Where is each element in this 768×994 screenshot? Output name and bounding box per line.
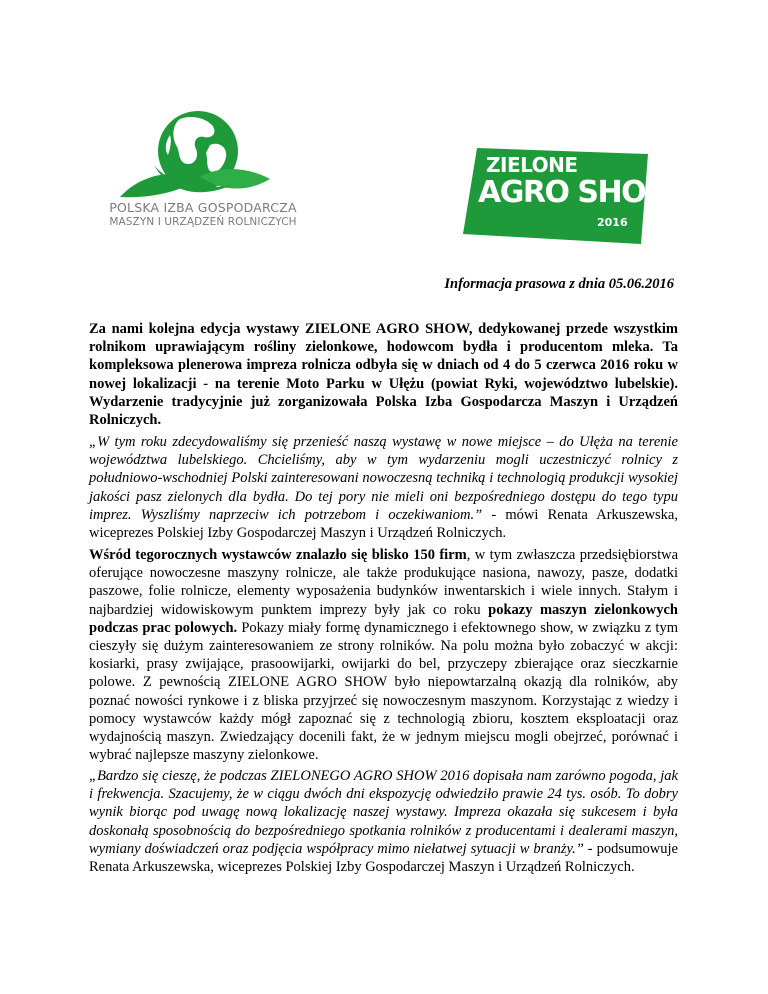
quote-paragraph-1 <box>89 433 678 542</box>
exhibitors-text-1: , w tym zwłaszcza przedsiębiorstwa oferujące nowoczesne maszyny rolnicze, ale także produkujące nasiona, nawozy, pasze, dodatki paszowe, folie rolnicze, elementy wyposażenia budynków inwentarskich i wiele innych. Stałym i najbardziej widowiskowym punktem imprezy były jak co roku <box>89 547 679 618</box>
zas-logo-year: 2016 <box>597 216 628 229</box>
exhibitors-paragraph <box>89 546 678 764</box>
pig-logo-name: POLSKA IZBA GOSPODARCZA <box>109 200 297 215</box>
press-release-date: Informacja prasowa z dnia 05.06.2016 <box>444 276 674 292</box>
exhibitors-text-2: Pokazy miały formę dynamicznego i efektownego show, w związku z tym cieszyły się dużym zainteresowaniem ze strony rolników. Na polu można było zobaczyć w akcji: kosiarki, prasy zwijające, prasoowijarki, owijarki do bel, przyczepy zbierające oraz sieczkarnie polowe. Z pewnością ZIELONE AGRO SHOW było niepowtarzalną okazją dla rolników, aby poznać nowości rynkowe i z bliska przyjrzeć się nowoczesnym maszynom. Korzystając z wiedzy i pomocy wystawców każdy mógł zapoznać się z technologią zbioru, kosztem eksploatacji oraz wydajnością maszyn. Zwiedzający docenili fakt, że w jednym miejscu mogli obejrzeć, porównać i wybrać najlepsze maszyny zielonkowe. <box>89 619 678 764</box>
quote-2-text: „Bardzo się cieszę, że podczas ZIELONEGO AGRO SHOW 2016 dopisała nam zarówno pogoda, jak i frekwencja. Szacujemy, że w ciągu dwóch dni ekspozycję odwiedziło prawie 24 tys. osób. To dobry wynik biorąc pod uwagę nową lokalizację naszej wystawy. Impreza okazała się sukcesem i była doskonałą sposobnością do bezpośredniego spotkania rolników z producentami i dealerami maszyn, wymiany doświadczeń oraz podjęcia współpracy mimo niełatwej sytuacji w branży.” <box>89 768 678 857</box>
lead-paragraph: Za nami kolejna edycja wystawy ZIELONE AGRO SHOW, dedykowanej przede wszystkim rolnikom uprawiającym rośliny zielonkowe, hodowcom bydła i producentom mleka. Ta kompleksowa plenerowa impreza rolnicza odbyła się w dniach od 4 do 5 czerwca 2016 roku w nowej lokalizacji - na terenie Moto Parku w Ułężu (powiat Ryki, województwo lubelskie). Wydarzenie tradycyjnie już zorganizowała Polska Izba Gospodarcza Maszyn i Urządzeń Rolniczych. <box>89 321 678 429</box>
quote-1-attribution: - mówi Renata Arkuszewska, wiceprezes Polskiej Izby Gospodarczej Maszyn i Urządzeń Rolniczych. <box>89 506 678 542</box>
pig-logo-subname: MASZYN I URZĄDZEŃ ROLNICZYCH <box>109 216 297 228</box>
quote-2-attribution: - podsumowuje Renata Arkuszewska, wiceprezes Polskiej Izby Gospodarczej Maszyn i Urządzeń Rolniczych. <box>89 840 678 876</box>
shows-bold: pokazy maszyn zielonkowych podczas prac polowych. <box>89 601 678 636</box>
exhibitors-bold: Wśród tegorocznych wystawców znalazło się blisko 150 firm <box>89 547 467 563</box>
quote-paragraph-2 <box>89 767 678 876</box>
quote-1-text: „W tym roku zdecydowaliśmy się przenieść naszą wystawę w nowe miejsce – do Ułęża na terenie województwa lubelskiego. Chcieliśmy, aby w tym wydarzeniu mogli uczestniczyć rolnicy z południowo-wschodniej Polski zainteresowani nowoczesną techniką i technologią produkcji wysokiej jakości pasz zielonych dla bydła. Do tej pory nie mieli oni bezpośredniego dostępu do tego typu imprez. Wyszliśmy naprzeciw ich potrzebom i oczekiwaniom.” <box>89 434 678 523</box>
zas-logo-line2: AGRO SHOW <box>478 175 677 210</box>
zas-logo-line1: ZIELONE <box>486 153 578 177</box>
